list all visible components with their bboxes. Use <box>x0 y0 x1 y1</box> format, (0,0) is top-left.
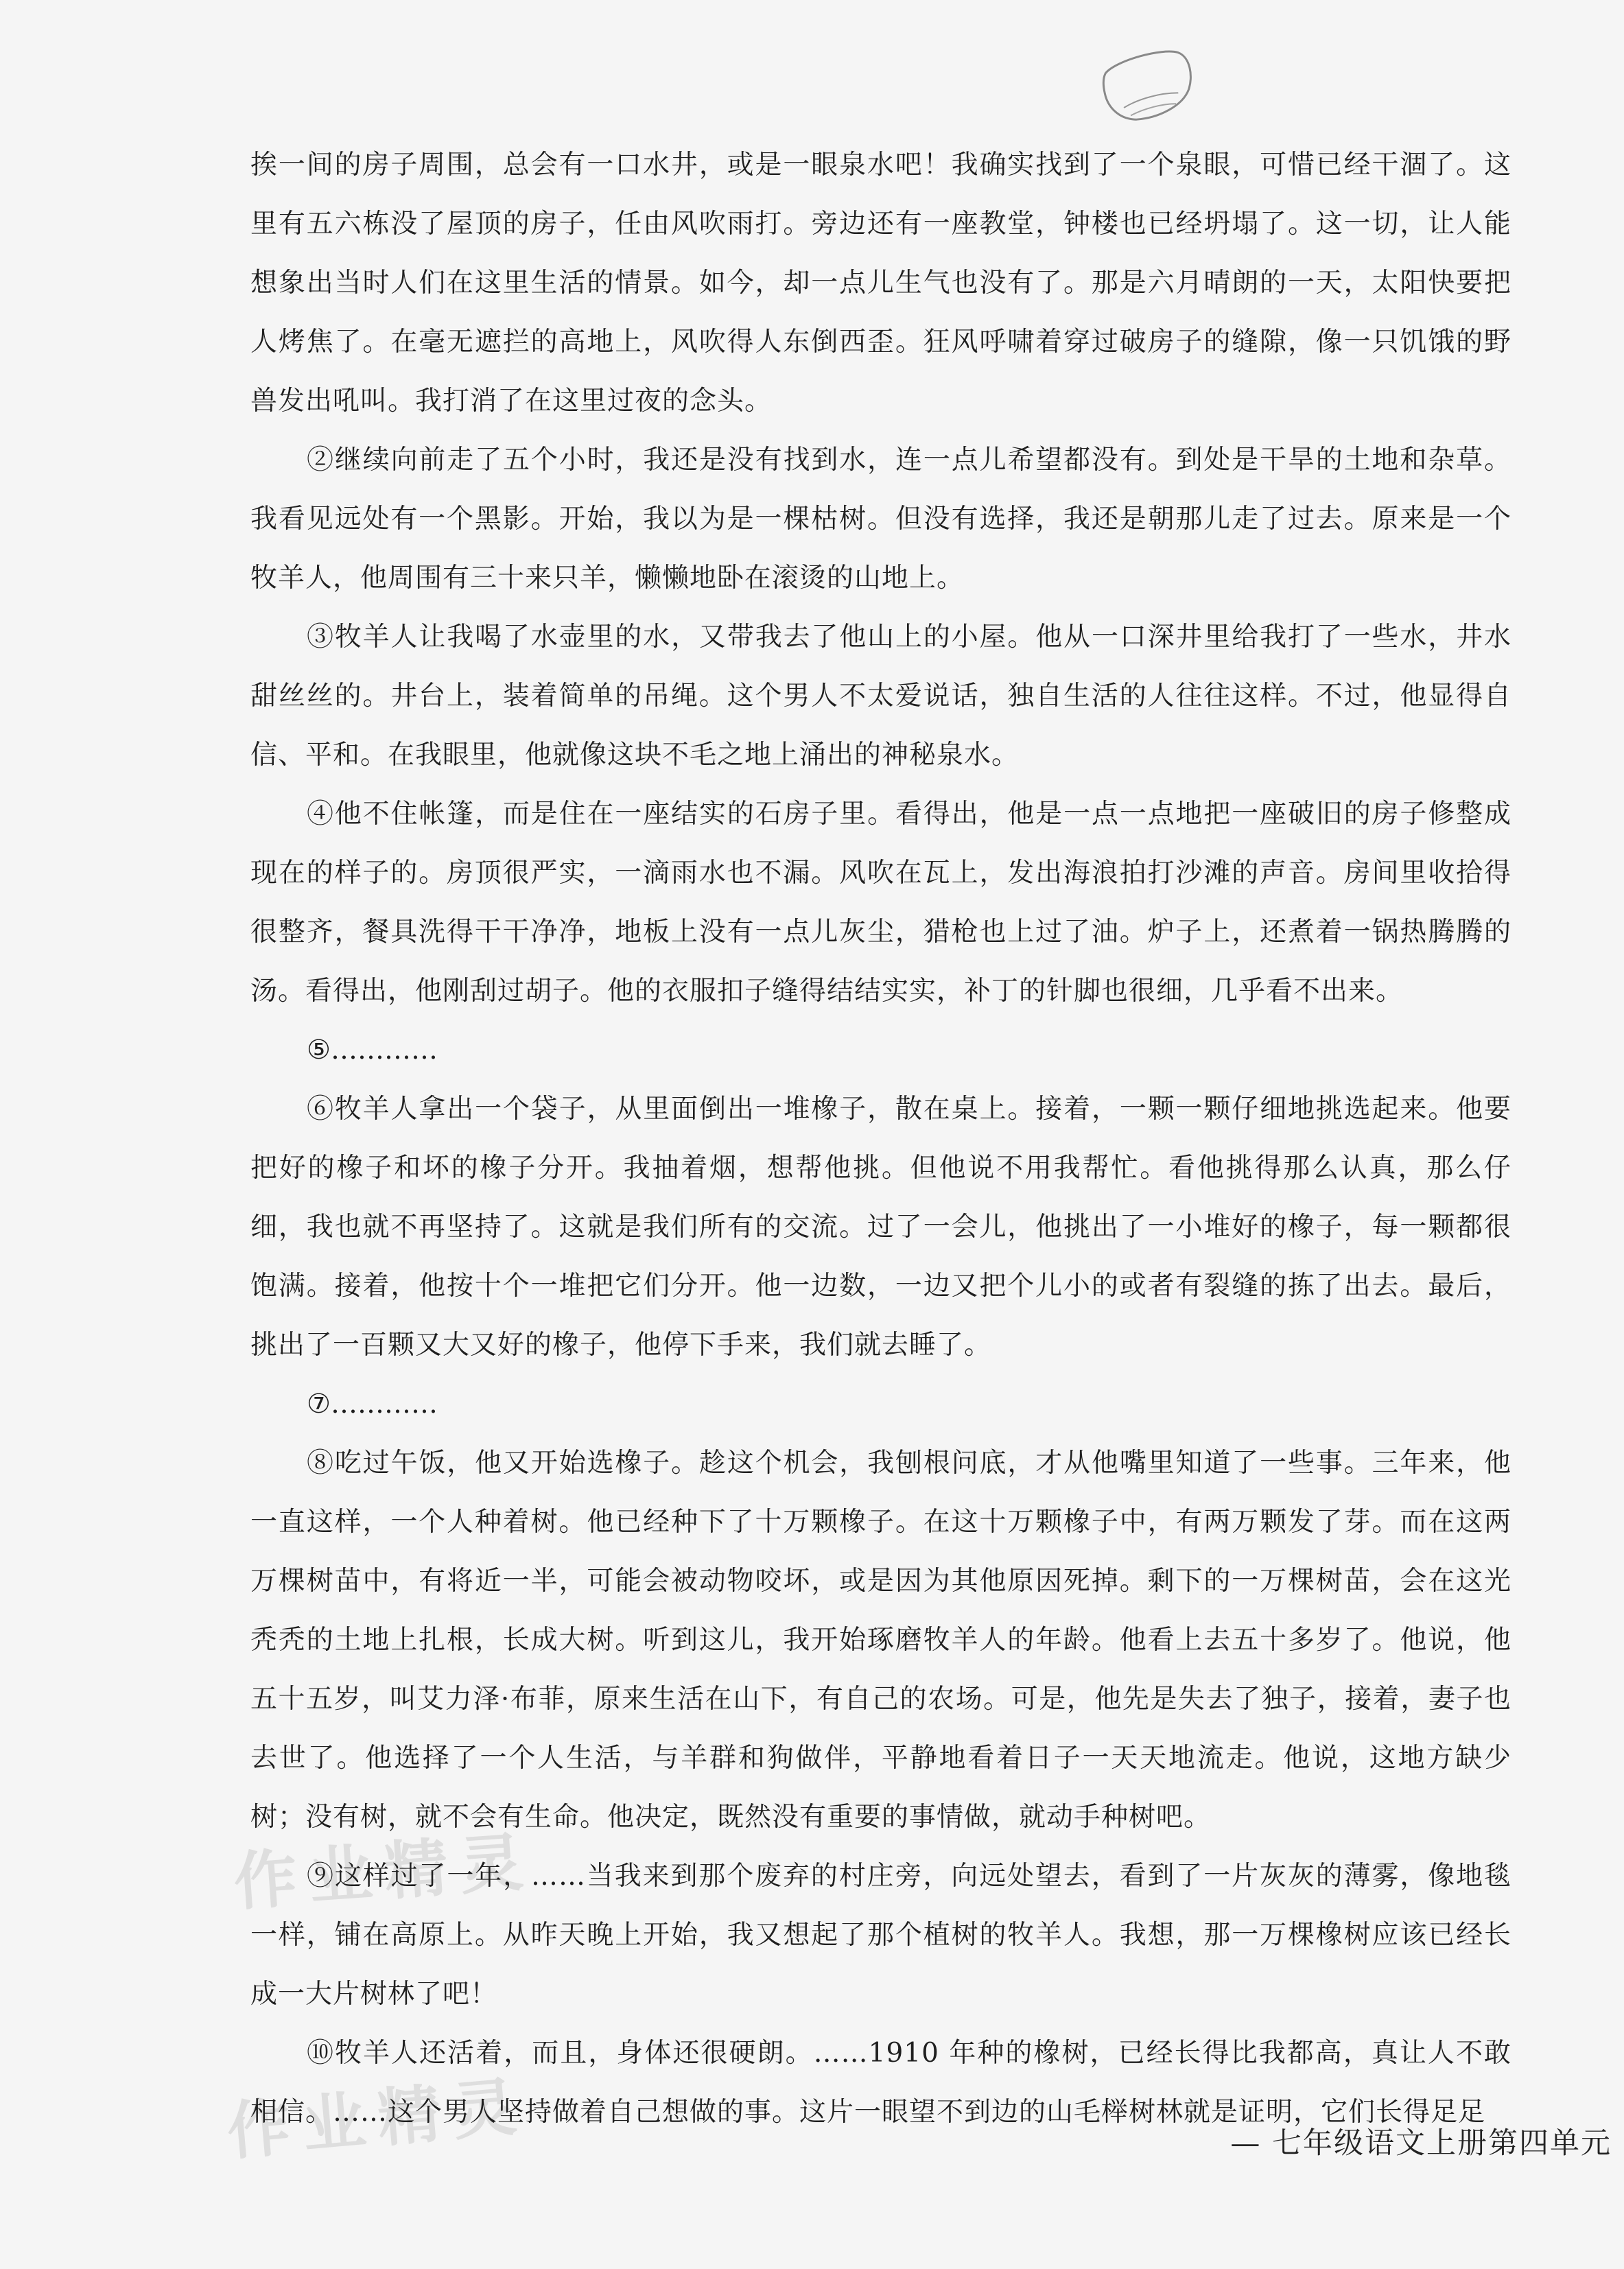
paragraph-9: ⑨这样过了一年，……当我来到那个废弃的村庄旁，向远处望去，看到了一片灰灰的薄雾，像地毯一样，铺在高原上。从昨天晚上开始，我又想起了那个植树的牧羊人。我想，那一万棵橡树应该已经长成一大片树林了吧！ <box>250 1861 1511 2010</box>
paragraph-6: ⑥牧羊人拿出一个袋子，从里面倒出一堆橡子，散在桌上。接着，一颗一颗仔细地挑选起来。他要把好的橡子和坏的橡子分开。我抽着烟，想帮他挑。但他说不用我帮忙。看他挑得那么认真，那么仔细，我也就不再坚持了。这就是我们所有的交流。过了一会儿，他挑出了一小堆好的橡子，每一颗都很饱满。接着，他按十个一堆把它们分开。他一边数，一边又把个儿小的或者有裂缝的拣了出去。最后，挑出了一百颗又大又好的橡子，他停下手来，我们就去睡了。 <box>250 1094 1511 1361</box>
paragraph-3: ③牧羊人让我喝了水壶里的水，又带我去了他山上的小屋。他从一口深井里给我打了一些水，井水甜丝丝的。井台上，装着简单的吊绳。这个男人不太爱说话，独自生活的人往往这样。不过，他显得自信、平和。在我眼里，他就像这块不毛之地上涌出的神秘泉水。 <box>250 622 1511 771</box>
page-footer: — 七年级语文上册第四单元 <box>1230 2126 1612 2161</box>
paragraph-8: ⑧吃过午饭，他又开始选橡子。趁这个机会，我刨根问底，才从他嘴里知道了一些事。三年来，他一直这样，一个人种着树。他已经种下了十万颗橡子。在这十万颗橡子中，有两万颗发了芽。而在这两万棵树苗中，有将近一半，可能会被动物咬坏，或是因为其他原因死掉。剩下的一万棵树苗，会在这光秃秃的土地上扎根，长成大树。听到这儿，我开始琢磨牧羊人的年龄。他看上去五十多岁了。他说，他五十五岁，叫艾力泽·布菲，原来生活在山下，有自己的农场。可是，他先是失去了独子，接着，妻子也去世了。他选择了一个人生活，与羊群和狗做伴，平静地看着日子一天天地流走。他说，这地方缺少树；没有树，就不会有生命。他决定，既然没有重要的事情做，就动手种树吧。 <box>250 1448 1511 1833</box>
watermark-text-bottom: 作业精灵 <box>224 2069 532 2169</box>
paragraph-10: ⑩牧羊人还活着，而且，身体还很硬朗。……1910 年种的橡树，已经长得比我都高，真让人不敢相信。……这个男人坚持做着自己想做的事。这片一眼望不到边的山毛榉树林就是证明，它们长得足足 <box>250 2038 1511 2128</box>
paragraph-4: ④他不住帐篷，而是住在一座结实的石房子里。看得出，他是一点一点地把一座破旧的房子修整成现在的样子的。房顶很严实，一滴雨水也不漏。风吹在瓦上，发出海浪拍打沙滩的声音。房间里收拾得很整齐，餐具洗得干干净净，地板上没有一点儿灰尘，猎枪也上过了油。炉子上，还煮着一锅热腾腾的汤。看得出，他刚刮过胡子。他的衣服扣子缝得结结实实，补丁的针脚也很细，几乎看不出来。 <box>250 799 1511 1007</box>
article-body <box>250 136 1511 2142</box>
paragraph-2: ②继续向前走了五个小时，我还是没有找到水，连一点儿希望都没有。到处是干旱的土地和杂草。我看见远处有一个黑影。开始，我以为是一棵枯树。但没有选择，我还是朝那儿走了过去。原来是一个牧羊人，他周围有三十来只羊，懒懒地卧在滚烫的山地上。 <box>250 445 1511 593</box>
watermark-text: 作业精灵 <box>231 1824 538 1920</box>
paragraph-continued: 挨一间的房子周围，总会有一口水井，或是一眼泉水吧！我确实找到了一个泉眼，可惜已经干涸了。这里有五六栋没了屋顶的房子，任由风吹雨打。旁边还有一座教堂，钟楼也已经坍塌了。这一切，让人能想象出当时人们在这里生活的情景。如今，却一点儿生气也没有了。那是六月晴朗的一天，太阳快要把人烤焦了。在毫无遮拦的高地上，风吹得人东倒西歪。狂风呼啸着穿过破房子的缝隙，像一只饥饿的野兽发出吼叫。我打消了在这里过夜的念头。 <box>250 150 1511 416</box>
stamp-icon <box>1089 34 1210 138</box>
paragraph-7-omitted: ⑦………… <box>307 1389 438 1420</box>
paragraph-5-omitted: ⑤………… <box>307 1035 438 1066</box>
